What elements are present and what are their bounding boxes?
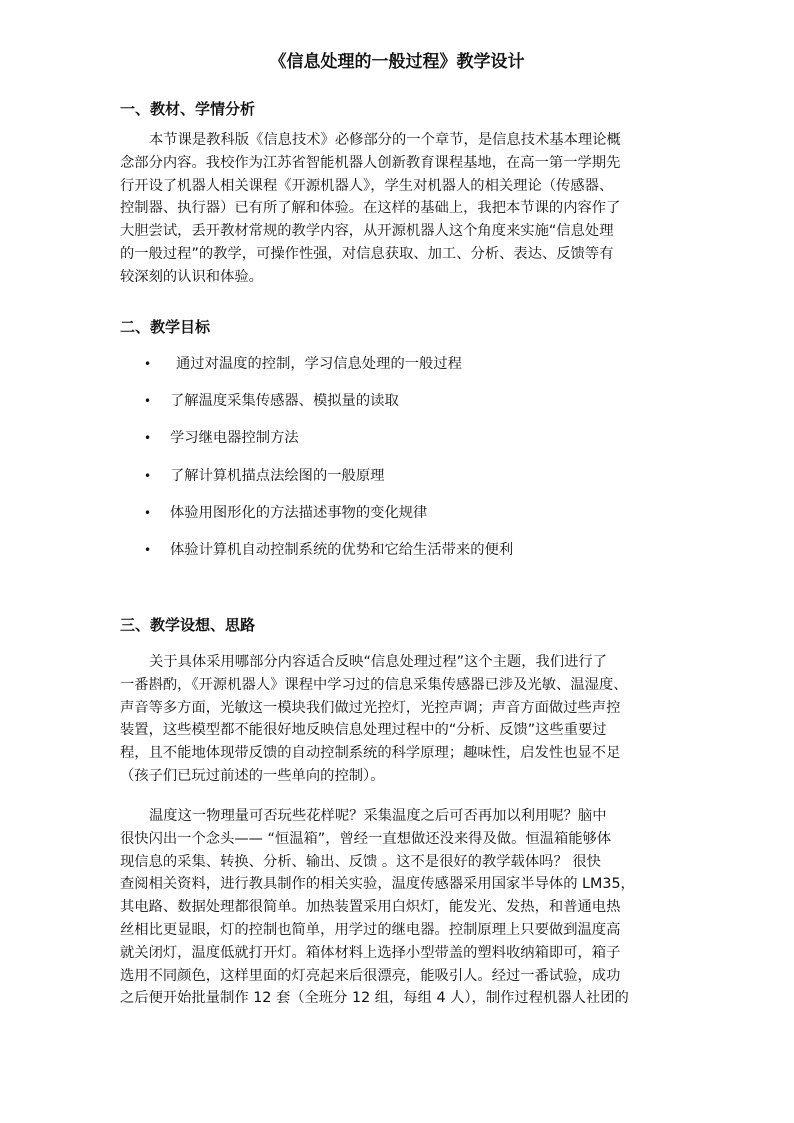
paragraph-line: 选用不同颜色，这样里面的灯亮起来后很漂亮，能吸引人。经过一番试验，成功: [120, 967, 621, 984]
bullet-icon: •: [144, 431, 152, 446]
list-item-text: 了解温度采集传感器、模拟量的读取: [170, 393, 399, 410]
paragraph-line: 一番斟酌，《开源机器人》课程中学习过的信息采集传感器已涉及光敏、温湿度、: [120, 676, 628, 693]
paragraph-line: 之后便开始批量制作 12 套（全班分 12 组，每组 4 人），制作过程机器人社团的: [120, 990, 629, 1007]
bullet-icon: •: [144, 394, 152, 409]
paragraph-line: 现信息的采集、转换、分析、输出、反馈 。这不是很好的教学载体吗？ 很快: [120, 853, 601, 870]
paragraph-line: 程，且不能地体现带反馈的自动控制系统的科学原理；趣味性，启发性也显不足: [120, 745, 621, 762]
paragraph-line: 控制器、执行器）已有所了解和体验。在这样的基础上，我把本节课的内容作了: [120, 200, 621, 217]
paragraph-line: 行开设了机器人相关课程《开源机器人》，学生对机器人的相关理论（传感器、: [120, 177, 614, 194]
bullet-icon: •: [144, 505, 152, 520]
paragraph-line: 本节课是教科版《信息技术》必修部分的一个章节，是信息技术基本理论概: [149, 132, 621, 148]
list-item: [120, 353, 680, 390]
paragraph-line: 很快闪出一个念头—— “恒温箱”，曾经一直想做还没来得及做。恒温箱能够体: [120, 830, 612, 847]
list-item: [120, 539, 680, 576]
paragraph-line: 的一般过程”的教学，可操作性强，对信息获取、加工、分析、表达、反馈等有: [120, 245, 614, 262]
paragraph-line: 关于具体采用哪部分内容适合反映“信息处理过程”这个主题，我们进行了: [149, 654, 608, 670]
section1-heading: 一、教材、学情分析: [120, 100, 256, 118]
bullet-icon: •: [144, 542, 152, 557]
section2-heading: 二、教学目标: [120, 318, 211, 336]
list-item-text: 体验计算机自动控制系统的优势和它给生活带来的便利: [170, 541, 514, 558]
list-item-text: 学习继电器控制方法: [170, 430, 299, 447]
document-title: 《信息处理的一般过程》教学设计: [269, 52, 525, 72]
paragraph-line: 声音等多方面，光敏这一模块我们做过光控灯，光控声调；声音方面做过些声控: [120, 699, 621, 716]
section3-heading: 三、教学设想、思路: [120, 616, 256, 634]
section3-paragraph-2: [120, 805, 680, 1010]
list-item-text: 了解计算机描点法绘图的一般原理: [170, 467, 385, 484]
list-item: [120, 427, 680, 464]
paragraph-line: 其电路、数据处理都很简单。加热装置采用白炽灯，能发光、发热，和普通电热: [120, 899, 621, 916]
paragraph-line: 就关闭灯，温度低就打开灯。箱体材料上选择小型带盖的塑料收纳箱即可，箱子: [120, 944, 621, 961]
paragraph-line: 较深刻的认识和体验。: [120, 268, 263, 285]
objectives-list: [120, 353, 680, 576]
paragraph-line: 丝相比更显眼，灯的控制也简单，用学过的继电器。控制原理上只要做到温度高: [120, 921, 621, 938]
paragraph-line: 大胆尝试，丢开教材常规的教学内容，从开源机器人这个角度来实施“信息处理: [120, 223, 614, 240]
list-item: [120, 390, 680, 427]
list-item: [120, 502, 680, 539]
bullet-icon: •: [144, 468, 152, 483]
paragraph-line: 念部分内容。我校作为江苏省智能机器人创新教育课程基地，在高一第一学期先: [120, 154, 621, 171]
list-item-text: 体验用图形化的方法描述事物的变化规律: [170, 504, 428, 521]
section1-paragraph: [120, 129, 680, 289]
paragraph-line: 温度这一物理量可否玩些花样呢？采集温度之后可否再加以利用呢？脑中: [149, 808, 607, 824]
list-item-text: 通过对温度的控制，学习信息处理的一般过程: [176, 356, 462, 372]
paragraph-line: 装置，这些模型都不能很好地反映信息处理过程中的“分析、反馈”这些重要过: [120, 722, 607, 739]
list-item: [120, 465, 680, 502]
section3-paragraph-1: [120, 651, 680, 788]
paragraph-line: 查阅相关资料，进行教具制作的相关实验，温度传感器采用国家半导体的 LM35，: [120, 876, 635, 893]
paragraph-line: （孩子们已玩过前述的一些单向的控制）。: [120, 767, 385, 784]
bullet-icon: •: [144, 357, 152, 371]
